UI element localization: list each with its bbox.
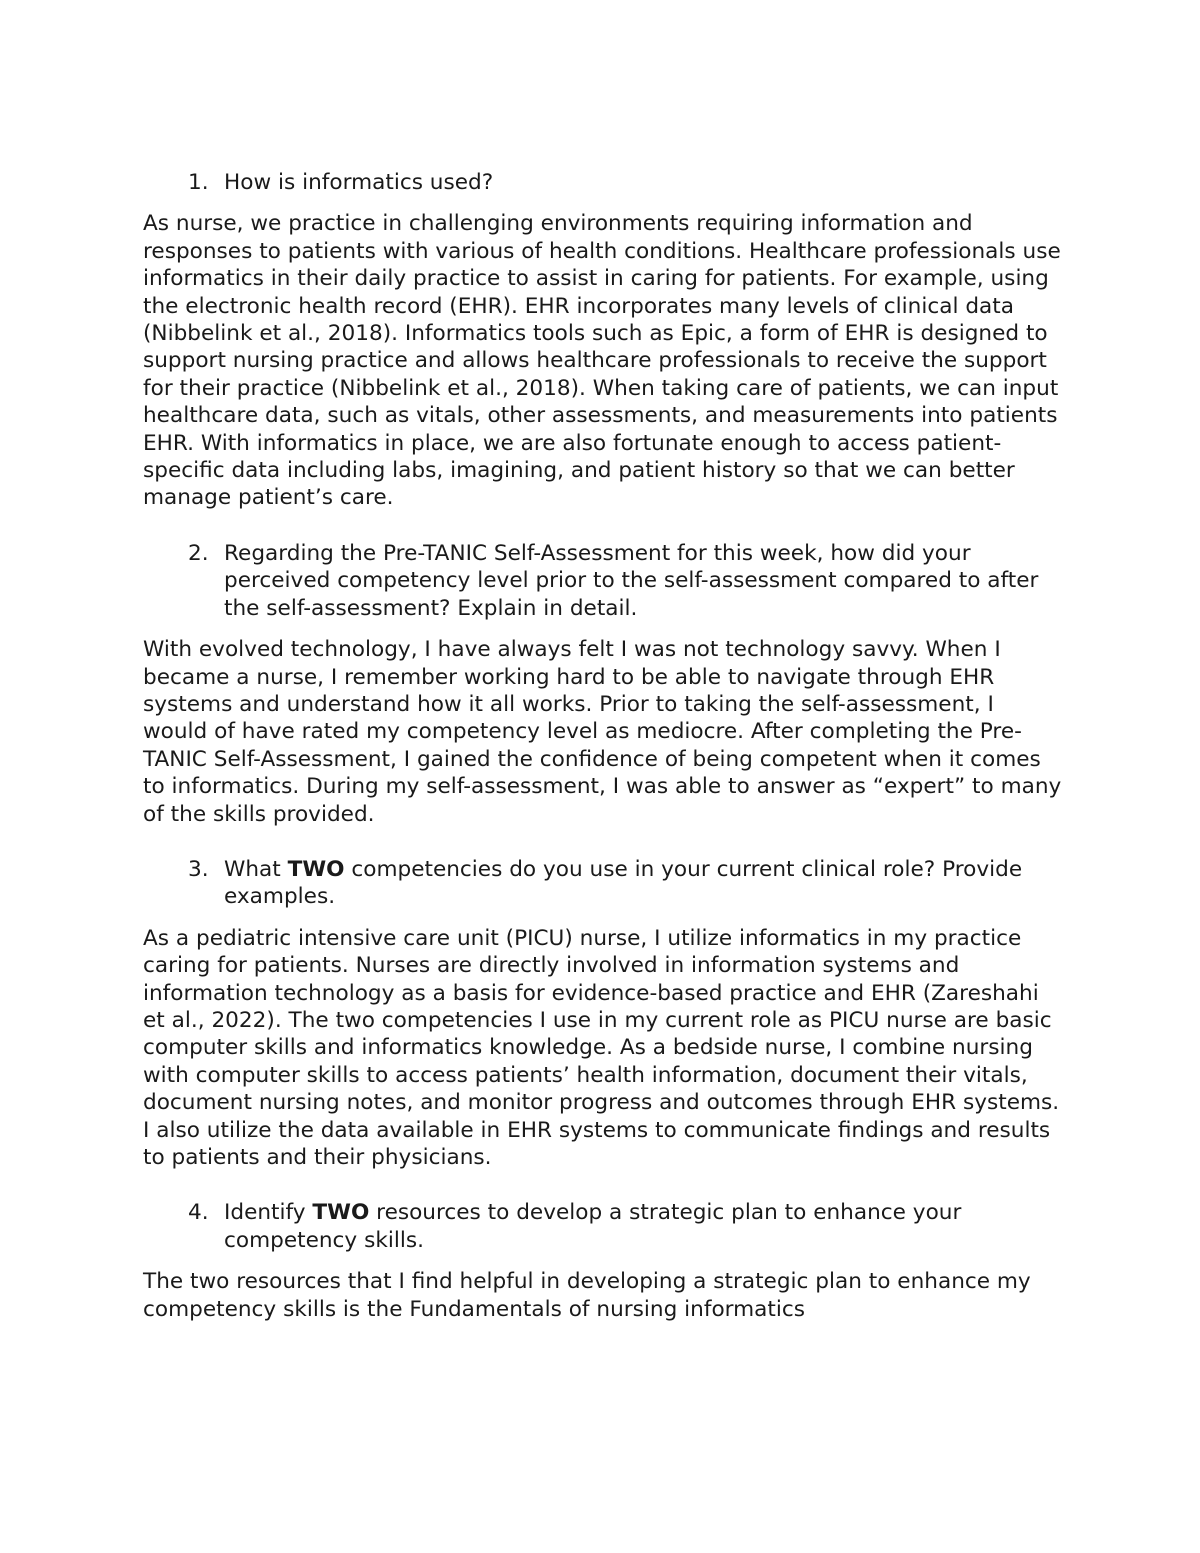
question-3 <box>188 856 1063 911</box>
question-number: 3. <box>188 856 209 882</box>
question-number: 4. <box>188 1200 209 1226</box>
answer-3: As a pediatric intensive care unit (PICU) nurse, I utilize informatics in my practice caring for patients. Nurses are directly involved in information systems and information technology as a basis for evidence-based practice and EHR (Zareshahi et al., 2022). The two competencies I use in my current role as PICU nurse are basic computer skills and informatics knowledge. As a bedside nurse, I combine nursing with computer skills to access patients’ health information, document their vitals, document nursing notes, and monitor progress and outcomes through EHR systems. I also utilize the data available in EHR systems to communicate findings and results to patients and their physicians. <box>143 925 1060 1170</box>
question-text <box>224 856 1063 911</box>
question-text-pre: Regarding the Pre-TANIC Self-Assessment for this week, how did your perceived competency level prior to the self-assessment compared to after the self-assessment? Explain in detail. <box>224 540 1039 621</box>
question-text-post: competencies do you use in your current clinical role? Provide examples. <box>224 856 1023 910</box>
question-text-post: resources to develop a strategic plan to enhance your competency skills. <box>224 1200 962 1253</box>
question-4 <box>188 1199 1063 1254</box>
question-text-pre: How is informatics used? <box>224 170 494 195</box>
answer-1: As nurse, we practice in challenging environments requiring information and responses to patients with various of health conditions. Healthcare professionals use informatics in their daily practice to assist in caring for patients. For example, using the electronic health record (EHR). EHR incorporates many levels of clinical data (Nibbelink et al., 2018). Informatics tools such as Epic, a form of EHR is designed to support nursing practice and allows healthcare professionals to receive the support for their practice (Nibbelink et al., 2018). When taking care of patients, we can input healthcare data, such as vitals, other assessments, and measurements into patients EHR. With informatics in place, we are also fortunate enough to access patient-specific data including labs, imagining, and patient history so that we can better manage patient’s care. <box>143 211 1061 511</box>
question-text-bold: TWO <box>312 1200 370 1226</box>
document-body <box>143 169 1063 1323</box>
question-text <box>224 540 1063 622</box>
question-text <box>224 169 1063 196</box>
question-2 <box>188 540 1063 622</box>
question-number: 2. <box>188 540 209 566</box>
answer-2: With evolved technology, I have always felt I was not technology savvy. When I became a nurse, I remember working hard to be able to navigate through EHR systems and understand how it all works. Prior to taking the self-assessment, I would of have rated my competency level as mediocre. After completing the Pre-TANIC Self-Assessment, I gained the confidence of being competent when it comes to informatics. During my self-assessment, I was able to answer as “expert” to many of the skills provided. <box>143 637 1062 827</box>
question-text-pre: Identify <box>224 1200 313 1226</box>
answer-4: The two resources that I find helpful in developing a strategic plan to enhance my competency skills is the Fundamentals of nursing informatics <box>143 1269 1031 1322</box>
question-text-bold: TWO <box>287 856 345 882</box>
question-1 <box>188 169 1063 196</box>
question-text <box>224 1199 1063 1254</box>
question-text-pre: What <box>224 856 288 882</box>
question-number: 1. <box>188 170 209 195</box>
